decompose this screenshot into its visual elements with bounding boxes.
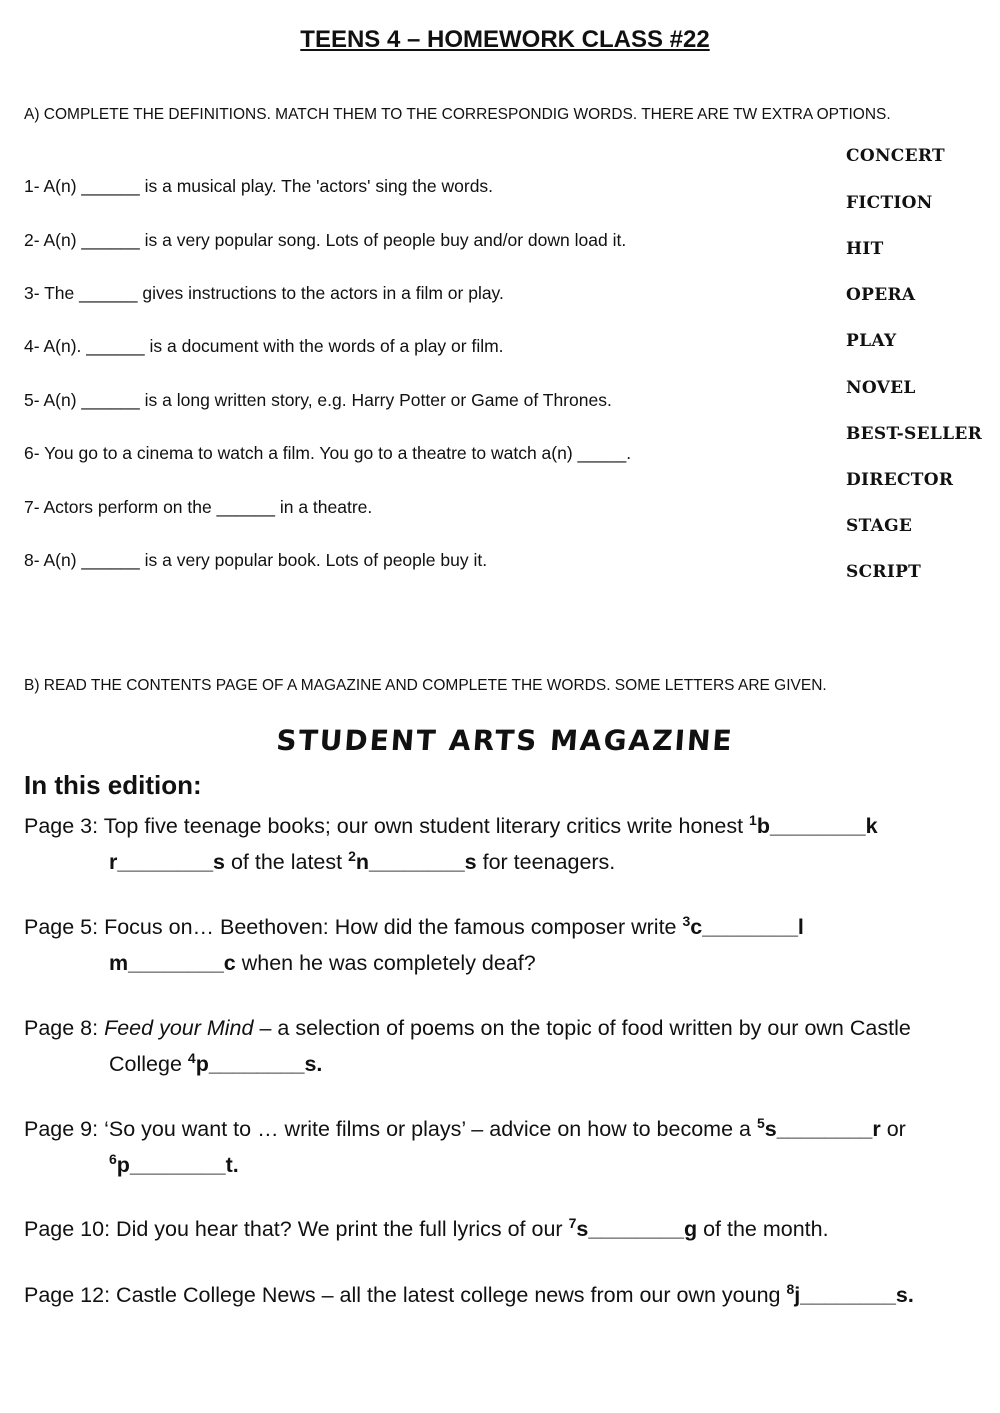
word-option: OPERA	[846, 285, 916, 305]
definition-7: 7- Actors perform on the ______ in a theatre.	[24, 497, 373, 517]
word-option: SCRIPT	[846, 562, 922, 582]
definition-2: 2- A(n) ______ is a very popular song. Lots of people buy and/or down load it.	[24, 230, 627, 250]
blank-word: n________s	[355, 850, 477, 874]
word-option: BEST-SELLER	[846, 424, 983, 444]
contents-entry-page-12: Page 12: Castle College News – all the latest college news from our own young $^8$j________s.	[24, 1280, 914, 1307]
blank-word: s________r	[764, 1117, 881, 1141]
blank-word: j________s.	[794, 1283, 914, 1307]
worksheet-title: TEENS 4 – HOMEWORK CLASS #22	[300, 26, 710, 53]
contents-entry-page-10: Page 10: Did you hear that? We print the full lyrics of our $^7$s________g of the month.	[24, 1214, 829, 1241]
blank-word: p________s.	[195, 1052, 323, 1076]
contents-entry-page-8: Page 8: Feed your Mind – a selection of poems on the topic of food written by our own Castle College $^4$p________s.	[24, 1016, 911, 1076]
definition-1: 1- A(n) ______ is a musical play. The 'actors' sing the words.	[24, 176, 494, 196]
definition-3: 3- The ______ gives instructions to the actors in a film or play.	[24, 283, 504, 303]
definition-5: 5- A(n) ______ is a long written story, e.g. Harry Potter or Game of Thrones.	[24, 390, 612, 410]
word-option: FICTION	[846, 193, 933, 213]
definition-4: 4- A(n). ______ is a document with the words of a play or film.	[24, 336, 504, 356]
blank-word: b________k	[756, 814, 878, 838]
magazine-title: STUDENT ARTS MAGAZINE	[275, 724, 735, 757]
section-b-instruction: B) READ THE CONTENTS PAGE OF A MAGAZINE AND COMPLETE THE WORDS. SOME LETTERS ARE GIVEN.	[24, 677, 827, 694]
blank-word: c________l	[690, 915, 804, 939]
definition-8: 8- A(n) ______ is a very popular book. Lots of people buy it.	[24, 550, 488, 570]
word-option: HIT	[846, 239, 884, 259]
blank-word: r________s	[109, 850, 225, 874]
word-option: CONCERT	[846, 146, 945, 166]
word-option: STAGE	[846, 516, 913, 536]
section-a-instruction: A) COMPLETE THE DEFINITIONS. MATCH THEM TO THE CORRESPONDIG WORDS. THERE ARE TW EXTRA OPTIONS.	[24, 106, 891, 123]
word-option: DIRECTOR	[846, 470, 954, 490]
contents-entry-page-9: Page 9: ‘So you want to … write films or plays’ – advice on how to become a $^5$s________r or $^6$p________t.	[24, 1114, 906, 1177]
contents-entry-page-3: Page 3: Top five teenage books; our own student literary critics write honest $^1$b________k r________s of the latest $^2$n________s for teenagers.	[24, 811, 878, 874]
word-option: PLAY	[846, 331, 897, 351]
word-option: NOVEL	[846, 378, 916, 398]
definition-6: 6- You go to a cinema to watch a film. You go to a theatre to watch a(n) _____.	[24, 443, 632, 463]
contents-entry-page-5: Page 5: Focus on… Beethoven: How did the famous composer write $^3$c________l m________c when he was completely deaf?	[24, 912, 804, 975]
edition-heading: In this edition:	[24, 770, 202, 800]
blank-word: m________c	[109, 951, 236, 975]
blank-word: s________g	[576, 1217, 698, 1241]
blank-word: p________t.	[116, 1153, 239, 1177]
